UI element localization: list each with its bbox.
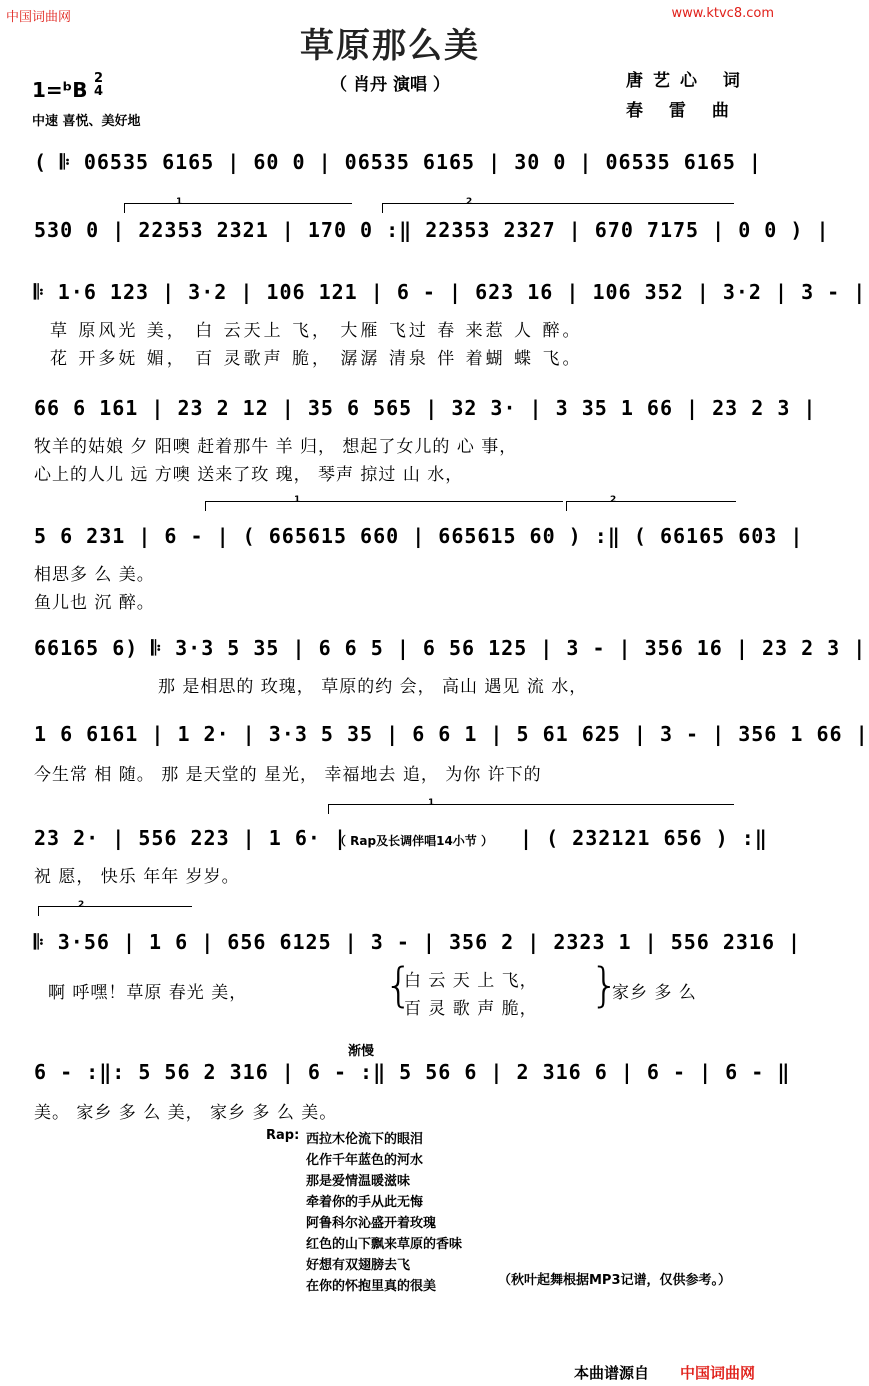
lyricist-credit: 唐艺心 词	[626, 71, 750, 91]
tempo-mark-ritardando: 渐慢	[348, 1044, 375, 1059]
rap-line: 在你的怀抱里真的很美	[306, 1279, 437, 1294]
volta-tick	[124, 203, 125, 213]
rap-line: 西拉木伦流下的眼泪	[306, 1132, 424, 1147]
volta-tick	[382, 203, 383, 213]
lyric-verse-2: 花 开多妩 媚， 百 灵歌声 脆， 潺潺 清泉 伴 着蝴 蝶 飞。	[50, 349, 583, 369]
lyric-line: 啊 呼嘿！草原 春光 美，	[48, 983, 248, 1003]
volta-2	[382, 203, 734, 204]
brace-right: }	[590, 958, 620, 1012]
volta-tick	[205, 501, 206, 511]
notation-line: 𝄆 1·6 123 | 3·2 | 106 121 | 6 - | 623 16 | 106 352 | 3·2 | 3 - |	[34, 280, 867, 304]
rap-line: 好想有双翅膀去飞	[306, 1258, 411, 1273]
notation-line-tail: | ( 232121 656 ) :‖	[520, 826, 768, 850]
rap-line: 化作千年蓝色的河水	[306, 1153, 424, 1168]
notation-line: ( 𝄆 06535 6165 | 60 0 | 06535 6165 | 30 0 | 06535 6165 |	[34, 150, 762, 174]
volta-tick	[38, 906, 39, 916]
singer-credit: （ 肖丹 演唱 ）	[330, 75, 450, 95]
lyric-verse-1: 牧羊的姑娘 夕 阳噢 赶着那牛 羊 归， 想起了女儿的 心 事，	[34, 437, 518, 457]
rap-line: 那是爱情温暖滋味	[306, 1174, 411, 1189]
composer-credit: 春 雷 曲	[626, 101, 739, 121]
lyric-verse-1: 相思多 么 美。	[34, 565, 155, 585]
lyric-line: 美。 家乡 多 么 美， 家乡 多 么 美。	[34, 1103, 338, 1123]
time-bottom: 4	[94, 84, 104, 99]
song-title: 草原那么美	[300, 26, 480, 66]
volta-num-2: 2	[466, 197, 473, 207]
volta-num-1: 1	[294, 495, 301, 505]
lyric-verse-2: 鱼儿也 沉 醉。	[34, 593, 155, 613]
time-top: 2	[94, 71, 104, 86]
volta-tick	[566, 501, 567, 511]
notation-line: 530 0 | 22353 2321 | 170 0 :‖ 22353 2327 | 670 7175 | 0 0 ) |	[34, 218, 830, 242]
notation-line: 23 2· | 556 223 | 1 6· |	[34, 826, 347, 850]
notation-line: 66165 6) 𝄆 3·3 5 35 | 6 6 5 | 6 56 125 | 3 - | 356 16 | 23 2 3 |	[34, 636, 867, 660]
volta-num-1: 1	[176, 197, 183, 207]
volta-1	[205, 501, 563, 502]
notation-line: 5 6 231 | 6 - | ( 665615 660 | 665615 60 ) :‖ ( 66165 603 |	[34, 524, 804, 548]
volta-tick	[328, 804, 329, 814]
brace-lyric-2: 百 灵 歌 声 脆，	[404, 999, 538, 1019]
rap-line: 阿鲁科尔沁盛开着玫瑰	[306, 1216, 437, 1231]
lyric-line: 祝 愿， 快乐 年年 岁岁。	[34, 867, 240, 887]
volta-1	[328, 804, 734, 805]
tempo-marking: 中速 喜悦、美好地	[32, 114, 141, 129]
volta-num-1: 1	[428, 798, 435, 808]
notation-line: 𝄆 3·56 | 1 6 | 656 6125 | 3 - | 356 2 | 2323 1 | 556 2316 |	[34, 930, 802, 954]
lyric-line: 那 是相思的 玫瑰， 草原的约 会， 高山 遇见 流 水，	[158, 677, 588, 697]
footer-site-name: 中国词曲网	[680, 1364, 756, 1382]
notation-line: 6 - :‖: 5 56 2 316 | 6 - :‖ 5 56 6 | 2 316 6 | 6 - | 6 - ‖	[34, 1060, 791, 1084]
transcription-note: （秋叶起舞根据MP3记谱，仅供参考。）	[498, 1273, 732, 1288]
lyric-verse-2: 心上的人儿 远 方噢 送来了玫 瑰， 琴声 掠过 山 水，	[34, 465, 464, 485]
watermark-right: www.ktvc8.com	[671, 6, 774, 21]
key-signature: 1=ᵇB	[32, 78, 88, 102]
watermark-left: 中国词曲网	[6, 10, 72, 25]
rap-accompaniment-note: （ Rap及长调伴唱14小节 ）	[334, 834, 493, 848]
footer-source-label: 本曲谱源自	[574, 1364, 650, 1382]
lyric-tail: 家乡 多 么	[612, 983, 697, 1003]
lyric-verse-1: 草 原风光 美， 白 云天上 飞， 大雁 飞过 春 来惹 人 醉。	[50, 321, 583, 341]
volta-num-2: 2	[610, 495, 617, 505]
volta-num-2: 2	[78, 900, 85, 910]
volta-1	[124, 203, 352, 204]
volta-2	[566, 501, 736, 502]
rap-line: 红色的山下飘来草原的香味	[306, 1237, 463, 1252]
volta-2	[38, 906, 192, 907]
notation-line: 1 6 6161 | 1 2· | 3·3 5 35 | 6 6 1 | 5 61 625 | 3 - | 356 1 66 |	[34, 722, 869, 746]
notation-line: 66 6 161 | 23 2 12 | 35 6 565 | 32 3· | 3 35 1 66 | 23 2 3 |	[34, 396, 817, 420]
rap-label: Rap:	[266, 1128, 300, 1143]
time-signature	[94, 72, 103, 98]
brace-lyric-1: 白 云 天 上 飞，	[404, 971, 538, 991]
rap-line: 牵着你的手从此无悔	[306, 1195, 424, 1210]
brace-left: {	[384, 958, 414, 1012]
lyric-line: 今生常 相 随。 那 是天堂的 星光， 幸福地去 追， 为你 许下的	[34, 765, 542, 785]
